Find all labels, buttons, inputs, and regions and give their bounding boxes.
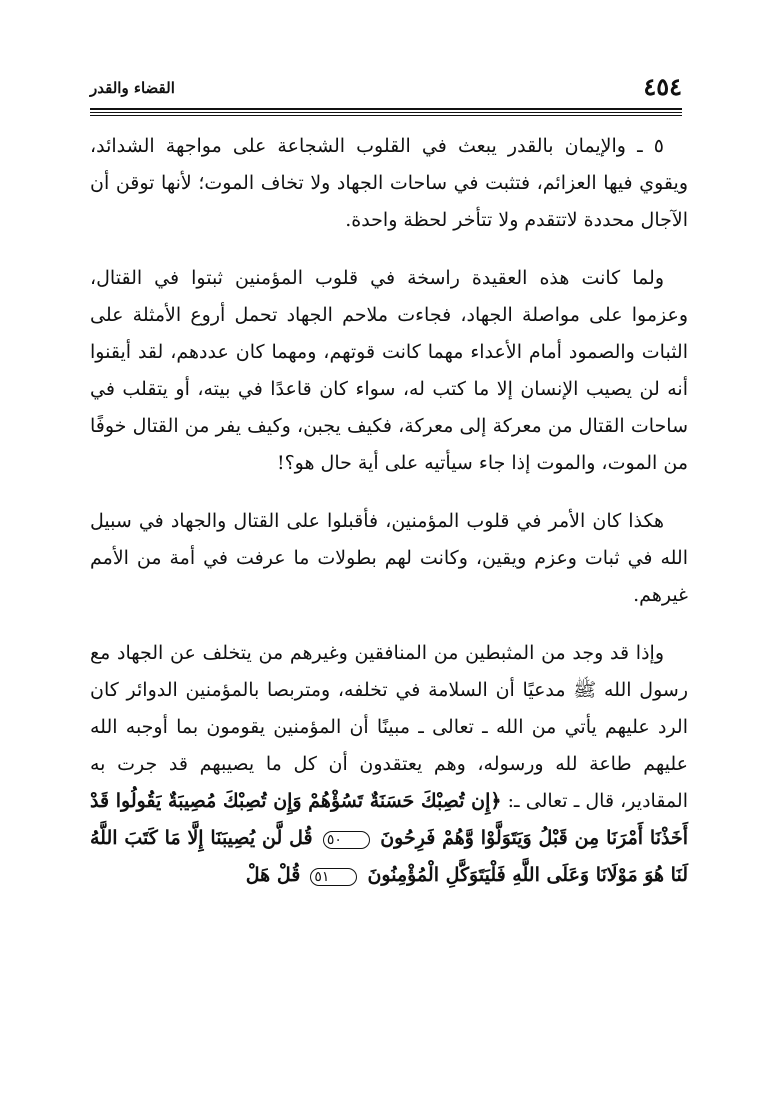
header-rule-thick bbox=[90, 108, 682, 110]
quran-verse-2: قُل لَّن يُصِيبَنَا إِلَّا مَا كَتَبَ اللَّهُ لَنَا هُوَ مَوْلَانَا وَعَلَى اللَّهِ فَلْيَتَوَكَّلِ الْمُؤْمِنُونَ bbox=[90, 827, 688, 886]
page-header bbox=[90, 72, 682, 104]
quran-verse-3: قُلْ هَلْ bbox=[245, 864, 301, 886]
header-rule-thin bbox=[90, 112, 682, 113]
running-title: القضاء والقدر bbox=[90, 79, 175, 97]
ayah-number-marker: ٥٠ bbox=[323, 831, 370, 849]
header-rule-thin-lower bbox=[90, 115, 682, 116]
paragraph-believers: هكذا كان الأمر في قلوب المؤمنين، فأقبلوا على القتال والجهاد في سبيل الله في ثبات وعزم ويقين، وكانت لهم بطولات ما عرفت في أمة من الأمم غيرهم. bbox=[90, 510, 688, 606]
paragraph-hypocrites bbox=[90, 635, 688, 894]
page-number: ٤٥٤ bbox=[643, 72, 682, 101]
body-text bbox=[90, 128, 688, 915]
paragraph-courage: ٥ ـ والإيمان بالقدر يبعث في القلوب الشجاعة على مواجهة الشدائد، ويقوي فيها العزائم، فتثبت في ساحات الجهاد ولا تخاف الموت؛ لأنها توقن أن الآجال محددة لاتتقدم ولا تتأخر لحظة واحدة. bbox=[90, 135, 688, 231]
quran-verse-1: ﴿إِن تُصِبْكَ حَسَنَةٌ تَسُؤْهُمْ وَإِن تُصِبْكَ مُصِيبَةٌ يَقُولُوا قَدْ أَخَذْنَا أَمْرَنَا مِن قَبْلُ وَيَتَوَلَّوْا وَّهُمْ فَرِحُونَ bbox=[90, 790, 689, 849]
ayah-number-marker: ٥١ bbox=[310, 868, 357, 886]
paragraph-hypocrites-text: وإذا قد وجد من المثبطين من المنافقين وغيرهم من يتخلف عن الجهاد مع رسول الله ﷺ مدعيًا أن السلامة في تخلفه، ومتربصا بالمؤمنين الدوائر كان الرد عليهم يأتي من الله ـ تعالى ـ مبينًا أن المؤمنين يقومون بما أوجبه الله عليهم طاعة لله ورسوله، وهم يعتقدون أن كل ما يصيبهم قد جرت به المقادير، قال ـ تعالى ـ: bbox=[90, 642, 688, 812]
paragraph-steadfastness: ولما كانت هذه العقيدة راسخة في قلوب المؤمنين ثبتوا في القتال، وعزموا على مواصلة الجهاد، فجاءت ملاحم الجهاد تحمل أروع الأمثلة على الثبات والصمود أمام الأعداء مهما كانت قوتهم، ومهما كان عددهم، لقد أيقنوا أنه لن يصيب الإنسان إلا ما كتب له، سواء كان قاعدًا في بيته، أو يتقلب في ساحات القتال من معركة إلى معركة، فكيف يجبن، وكيف يفر من القتال خوفًا من الموت، والموت إذا جاء سيأتيه على أية حال هو؟! bbox=[90, 267, 688, 474]
